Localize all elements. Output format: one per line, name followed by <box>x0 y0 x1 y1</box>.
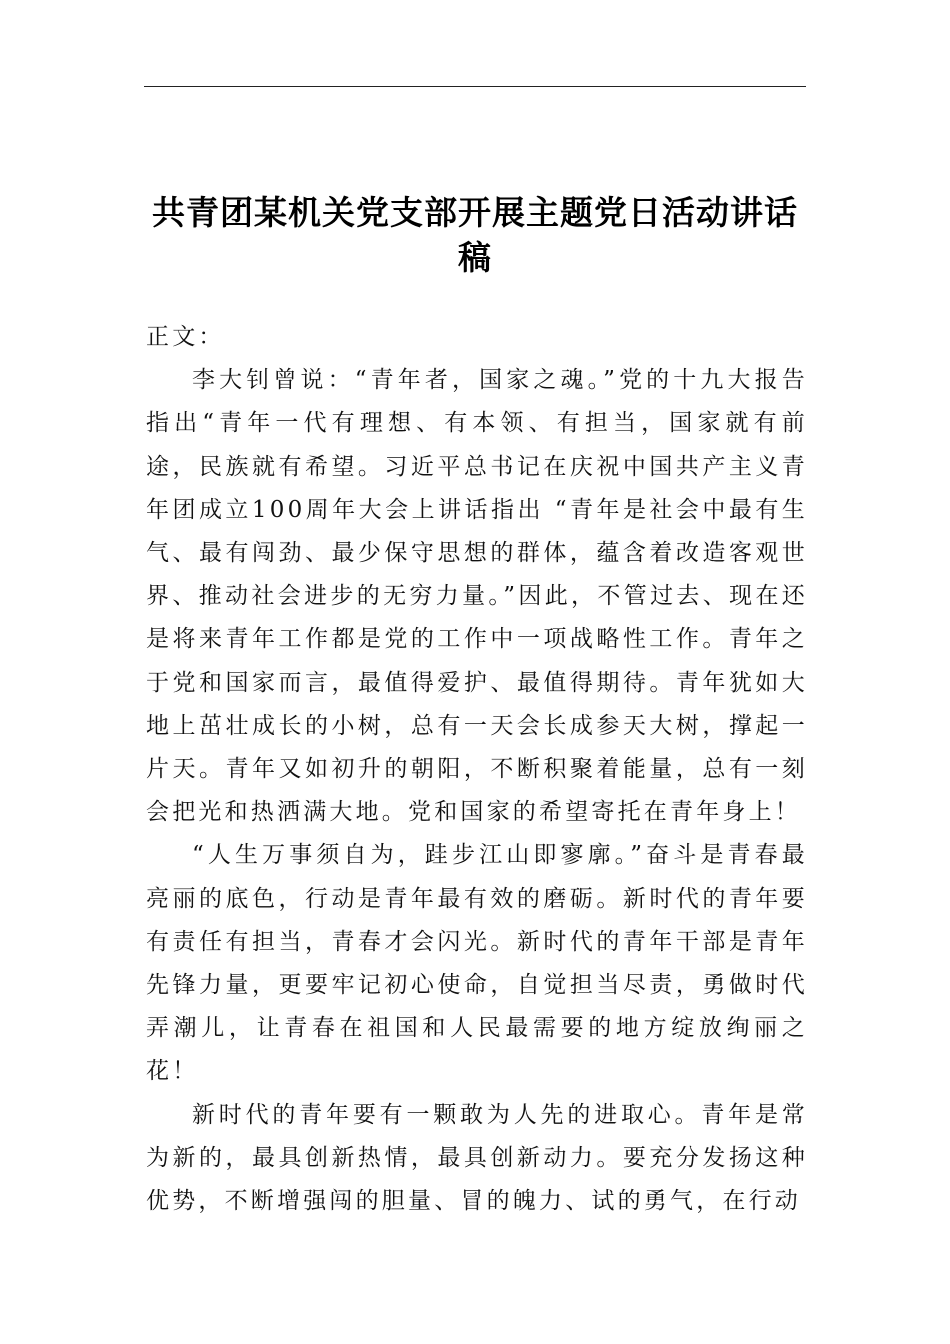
paragraph-3: 新时代的青年要有一颗敢为人先的进取心。青年是常为新的，最具创新热情，最具创新动力。要充分发扬这种优势，不断增强闯的胆量、冒的魄力、试的勇气，在行动 <box>146 1101 808 1215</box>
document-title: 共青团某机关党支部开展主题党日活动讲话稿 <box>152 193 798 278</box>
paragraph-1: 李大钊曾说：“青年者，国家之魂。”党的十九大报告指出“青年一代有理想、有本领、有担当，国家就有前途，民族就有希望。习近平总书记在庆祝中国共产主义青年团成立100周年大会上讲话指出 “青年是社会中最有生气、最有闯劲、最少保守思想的群体，蕴含着改造客观世界、推动社会进步的无穷力量。”因此，不管过去、现在还是将来青年工作都是党的工作中一项战略性工作。青年之于党和国家而言，最值得爱护、最值得期待。青年犹如大地上茁壮成长的小树，总有一天会长成参天大树，撑起一片天。青年又如初升的朝阳，不断积聚着能量，总有一刻会把光和热洒满大地。党和国家的希望寄托在青年身上！ <box>146 367 808 826</box>
document-body <box>146 316 808 1223</box>
header-rule <box>144 86 806 87</box>
paragraph-2: “人生万事须自为，跬步江山即寥廓。”奋斗是青春最亮丽的底色，行动是青年最有效的磨砺。新时代的青年要有责任有担当，青春才会闪光。新时代的青年干部是青年先锋力量，更要牢记初心使命，自觉担当尽责，勇做时代弄潮儿，让青春在祖国和人民最需要的地方绽放绚丽之花！ <box>146 842 808 1085</box>
body-label: 正文： <box>146 324 225 350</box>
